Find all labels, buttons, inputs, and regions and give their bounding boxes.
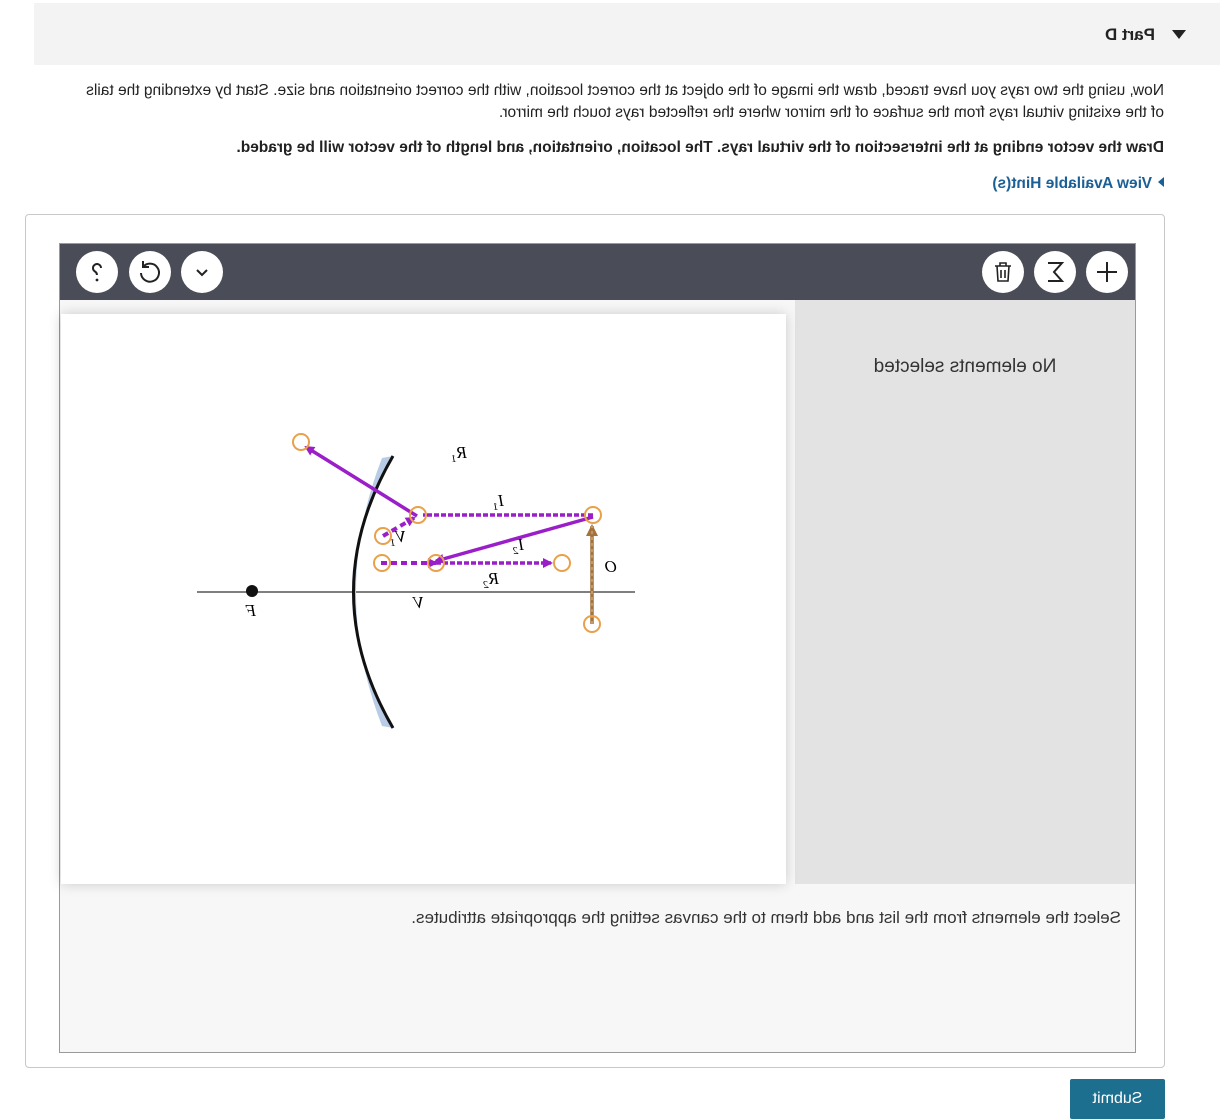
incident-ray-1-label: $I_1$ [492,491,504,513]
vector-handles[interactable] [293,434,601,632]
reflected-ray-1[interactable] [306,447,417,516]
sum-icon [1043,260,1067,284]
tool-instruction: Select the elements from the list and add them to the canvas setting the appropriate attributes. [411,908,1121,927]
drawing-canvas[interactable] [61,314,786,884]
drawing-tool [59,243,1136,1053]
sum-button[interactable] [1034,251,1076,293]
handle-reflected-1-head[interactable] [293,434,309,450]
submit-button[interactable]: Submit [1070,1079,1165,1119]
help-button[interactable] [76,251,118,293]
chevron-down-icon [192,262,212,282]
grading-instruction: Draw the vector ending at the intersection of the virtual rays. The location, orientation, and length of the vector will be graded. [236,139,1164,156]
add-button[interactable] [1086,251,1128,293]
element-properties-panel [795,300,1135,884]
reset-button[interactable] [129,251,171,293]
instruction-paragraph: Now, using the two rays you have traced, draw the image of the object at the correct location, with the correct orientation and size. Start by extending the tails of the existing virtual rays from the surface of the mirror where the reflected rays touch the mirror. [86,82,1164,121]
incident-ray-2-label: $I_2$ [512,535,524,557]
hint-link-label: View Available Hint(s) [992,175,1152,192]
dropdown-button[interactable] [181,251,223,293]
focal-label: F [245,601,256,620]
handle-reflected-2-head[interactable] [554,555,570,571]
vertex-label: V [413,593,424,612]
delete-button[interactable] [982,251,1024,293]
virtual-ray-1-label: $V_1$ [390,527,406,549]
help-icon [85,260,109,284]
reset-icon [137,259,163,285]
part-header[interactable] [34,3,1220,65]
part-title: Part D [1104,25,1155,44]
reflected-ray-2-label: $R_2$ [483,569,499,591]
ray-diagram [61,314,786,884]
add-icon [1095,260,1119,284]
trash-icon [991,260,1015,284]
view-hints-link[interactable] [992,175,1164,193]
caret-down-icon [1172,30,1186,39]
focal-point [246,585,258,597]
toolbar [60,244,1135,300]
no-selection-text: No elements selected [873,356,1057,377]
object-label: O [604,557,617,576]
reflected-ray-1-label: $R_1$ [451,443,467,465]
caret-right-icon [1158,177,1164,187]
